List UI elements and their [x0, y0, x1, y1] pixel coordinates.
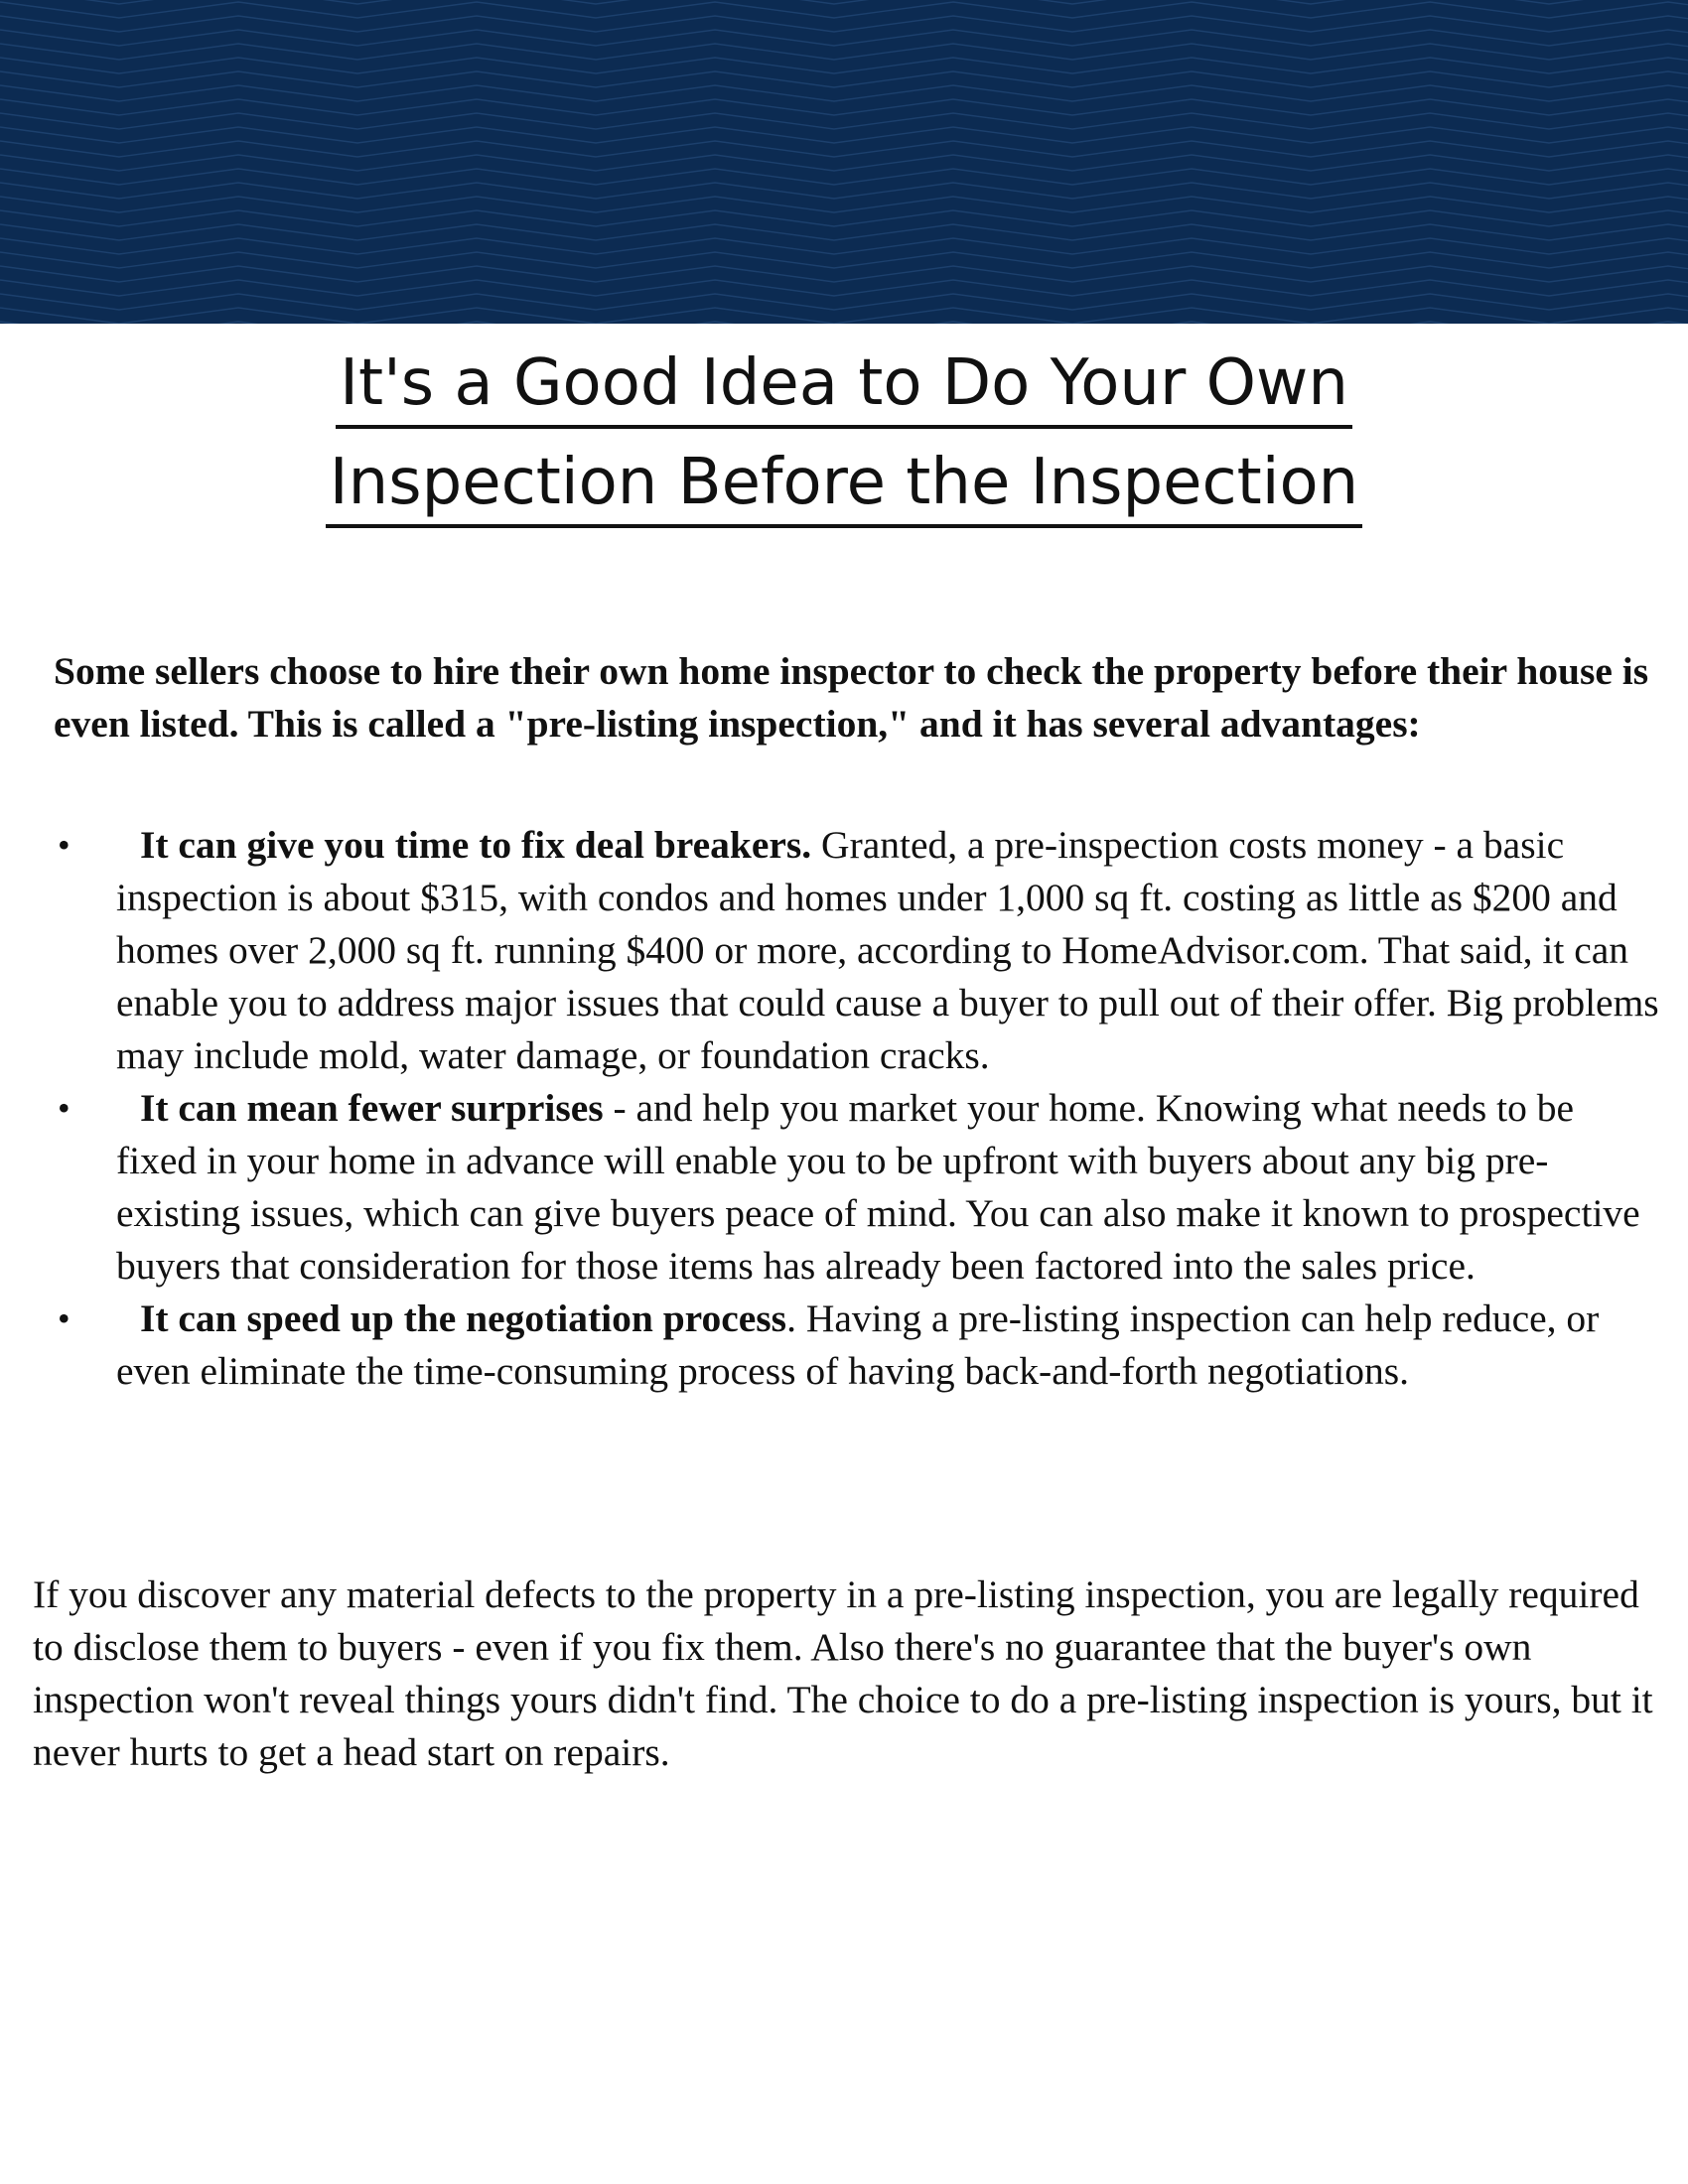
bullet-icon: •	[58, 1088, 70, 1128]
chevron-pattern	[0, 0, 1688, 324]
list-item	[0, 1082, 1663, 1293]
title-line-1: It's a Good Idea to Do Your Own	[336, 341, 1352, 429]
bullet-icon: •	[58, 825, 70, 865]
list-item	[0, 1293, 1663, 1398]
bullet-text: - and help you market your home. Knowing what needs to be fixed in your home in advance will enable you to be upfront with buyers about any big pre-existing issues, which can give buyers peace of mind. You can also make it known to prospective buyers that consideration for those items has already been factored into the sales price.	[116, 1086, 1640, 1288]
bullet-text: . Having a pre-listing inspection can help reduce, or even eliminate the time-consuming process of having back-and-forth negotiations.	[116, 1297, 1600, 1393]
closing-paragraph: If you discover any material defects to the property in a pre-listing inspection, you are legally required to disclose them to buyers - even if you fix them. Also there's no guarantee that the buyer's own inspection won't reveal things yours didn't find. The choice to do a pre-listing inspection is yours, but it never hurts to get a head start on repairs.	[33, 1572, 1653, 1774]
advantages-list	[0, 819, 1688, 1398]
list-item	[0, 819, 1663, 1082]
page-title	[0, 338, 1688, 536]
intro-paragraph: Some sellers choose to hire their own home inspector to check the property before their house is even listed. This is called a "pre-listing inspection," and it has several advantages:	[54, 649, 1649, 746]
bullet-lead: It can speed up the negotiation process	[140, 1297, 787, 1340]
header-banner	[0, 0, 1688, 324]
bullet-icon: •	[58, 1298, 70, 1338]
title-line-2: Inspection Before the Inspection	[326, 441, 1362, 528]
bullet-lead: It can mean fewer surprises	[140, 1086, 604, 1130]
bullet-lead: It can give you time to fix deal breakers.	[140, 823, 812, 867]
bullet-text: Granted, a pre-inspection costs money - a basic inspection is about $315, with condos and homes under 1,000 sq ft. costing as little as $200 and homes over 2,000 sq ft. running $400 or more, according to HomeAdvisor.com. That said, it can enable you to address major issues that could cause a buyer to pull out of their offer. Big problems may include mold, water damage, or foundation cracks.	[116, 823, 1659, 1077]
